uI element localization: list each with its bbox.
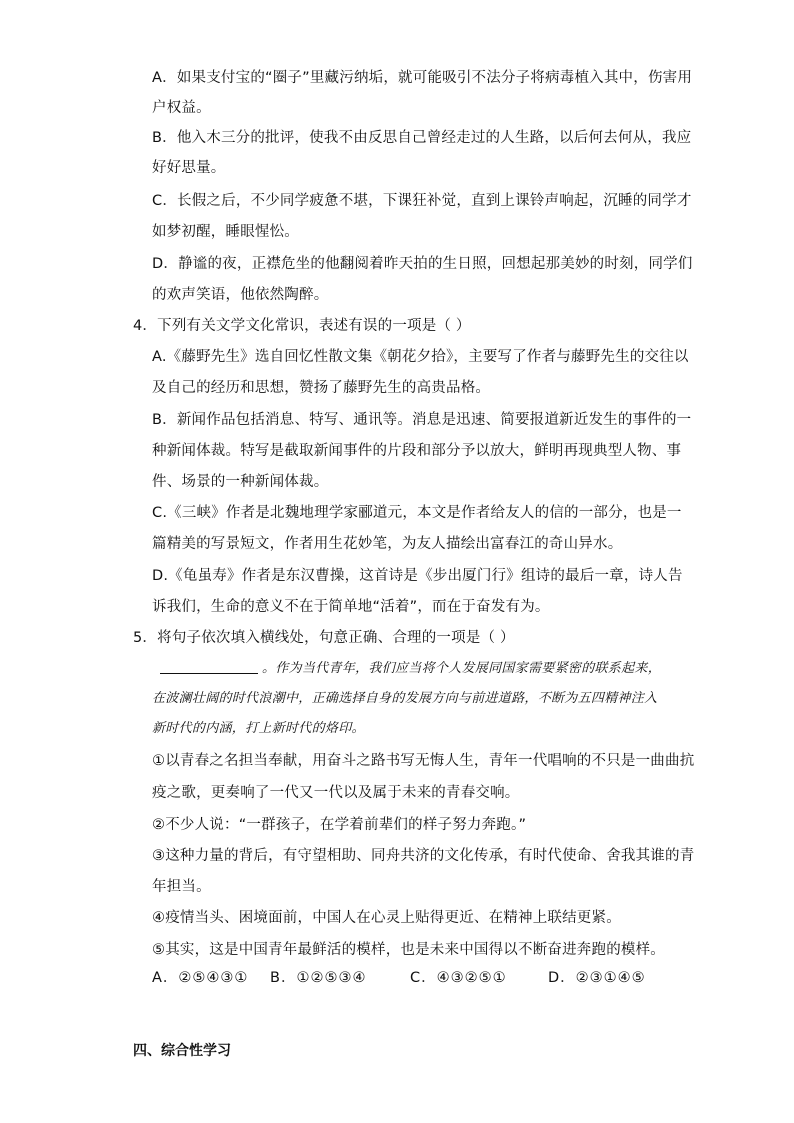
q3-option-b-line1: B．他入木三分的批评，使我不由反思自己曾经走过的人生路，以后何去何从，我应 [152, 130, 692, 146]
q3-option-a-line1: A．如果支付宝的“圈子”里藏污纳垢，就可能吸引不法分子将病毒植入其中，伤害用 [152, 70, 693, 86]
q5-passage-text1: 。作为当代青年，我们应当将个人发展同国家需要紧密的联系起来， [262, 661, 662, 676]
q5-sentence-1-line1: ①以青春之名担当奉献，用奋斗之路书写无悔人生，青年一代唱响的不只是一曲曲抗 [152, 753, 695, 769]
q4-option-b-line1: B．新闻作品包括消息、特写、通讯等。消息是迅速、简要报道新近发生的事件的一 [152, 412, 692, 428]
q5-sentence-1-line2: 疫之歌，更奏响了一代又一代以及属于未来的青春交响。 [152, 785, 520, 801]
q4-option-a-line2: 及自己的经历和思想，赞扬了藤野先生的高贵品格。 [152, 380, 491, 396]
q5-sentence-5: ⑤其实，这是中国青年最鲜活的模样，也是未来中国得以不断奋进奔跑的模样。 [152, 942, 665, 958]
q4-option-b-line2: 种新闻体裁。特写是截取新闻事件的片段和部分予以放大，鲜明再现典型人物、事 [152, 443, 682, 459]
q3-option-d-line2: 的欢声笑语，他依然陶醉。 [152, 287, 329, 303]
q5-choice-d: D．②③①④⑤ [548, 970, 646, 986]
q5-stem: 5．将句子依次填入横线处，句意正确、合理的一项是（ ） [133, 630, 515, 646]
q5-sentence-2: ②不少人说：“一群孩子，在学着前辈们的样子努力奔跑。” [152, 817, 527, 833]
q4-option-c-line2: 篇精美的写景短文，作者用生花妙笔，为友人描绘出富春江的奇山异水。 [152, 536, 623, 552]
q5-sentence-3-line2: 年担当。 [152, 879, 211, 895]
section-heading: 四、综合性学习 [133, 1043, 231, 1059]
q5-passage-line3: 新时代的内涵，打上新时代的烙印。 [152, 721, 365, 736]
q4-stem: 4．下列有关文学文化常识，表述有误的一项是（ ） [133, 318, 471, 334]
q3-option-c-line1: C．长假之后，不少同学疲惫不堪，下课狂补觉，直到上课铃声响起，沉睡的同学才 [152, 193, 692, 209]
q3-option-c-line2: 如梦初醒，睡眼惺忪。 [152, 224, 299, 240]
fill-blank [160, 659, 258, 674]
q3-option-d-line1: D．静谧的夜，正襟危坐的他翻阅着昨天拍的生日照，回想起那美妙的时刻，同学们 [152, 256, 693, 272]
q5-choice-c: C．④③②⑤① [410, 970, 507, 986]
q4-option-d-line2: 诉我们，生命的意义不在于简单地“活着”，而在于奋发有为。 [152, 599, 550, 615]
q4-option-b-line3: 件、场景的一种新闻体裁。 [152, 474, 329, 490]
q4-option-c-line1: C.《三峡》作者是北魏地理学家郦道元，本文是作者给友人的信的一部分，也是一 [152, 505, 682, 521]
q3-option-b-line2: 好好思量。 [152, 160, 226, 176]
q5-choice-b: B．①②⑤③④ [270, 970, 367, 986]
q4-option-a-line1: A.《藤野先生》选自回忆性散文集《朝花夕拾》，主要写了作者与藤野先生的交往以 [152, 349, 689, 365]
q5-choice-a: A．②⑤④③① [152, 970, 249, 986]
q5-passage-line1 [160, 659, 661, 679]
q3-option-a-line2: 户权益。 [152, 100, 211, 116]
q5-passage-line2: 在波澜壮阔的时代浪潮中，正确选择自身的发展方向与前进道路，不断为五四精神注入 [152, 691, 658, 706]
q4-option-d-line1: D.《龟虽寿》作者是东汉曹操，这首诗是《步出厦门行》组诗的最后一章，诗人告 [152, 568, 683, 584]
q5-sentence-4: ④疫情当头、困境面前，中国人在心灵上贴得更近、在精神上联结更紧。 [152, 910, 621, 926]
q5-sentence-3-line1: ③这种力量的背后，有守望相助、同舟共济的文化传承，有时代使命、舍我其谁的青 [152, 848, 695, 864]
